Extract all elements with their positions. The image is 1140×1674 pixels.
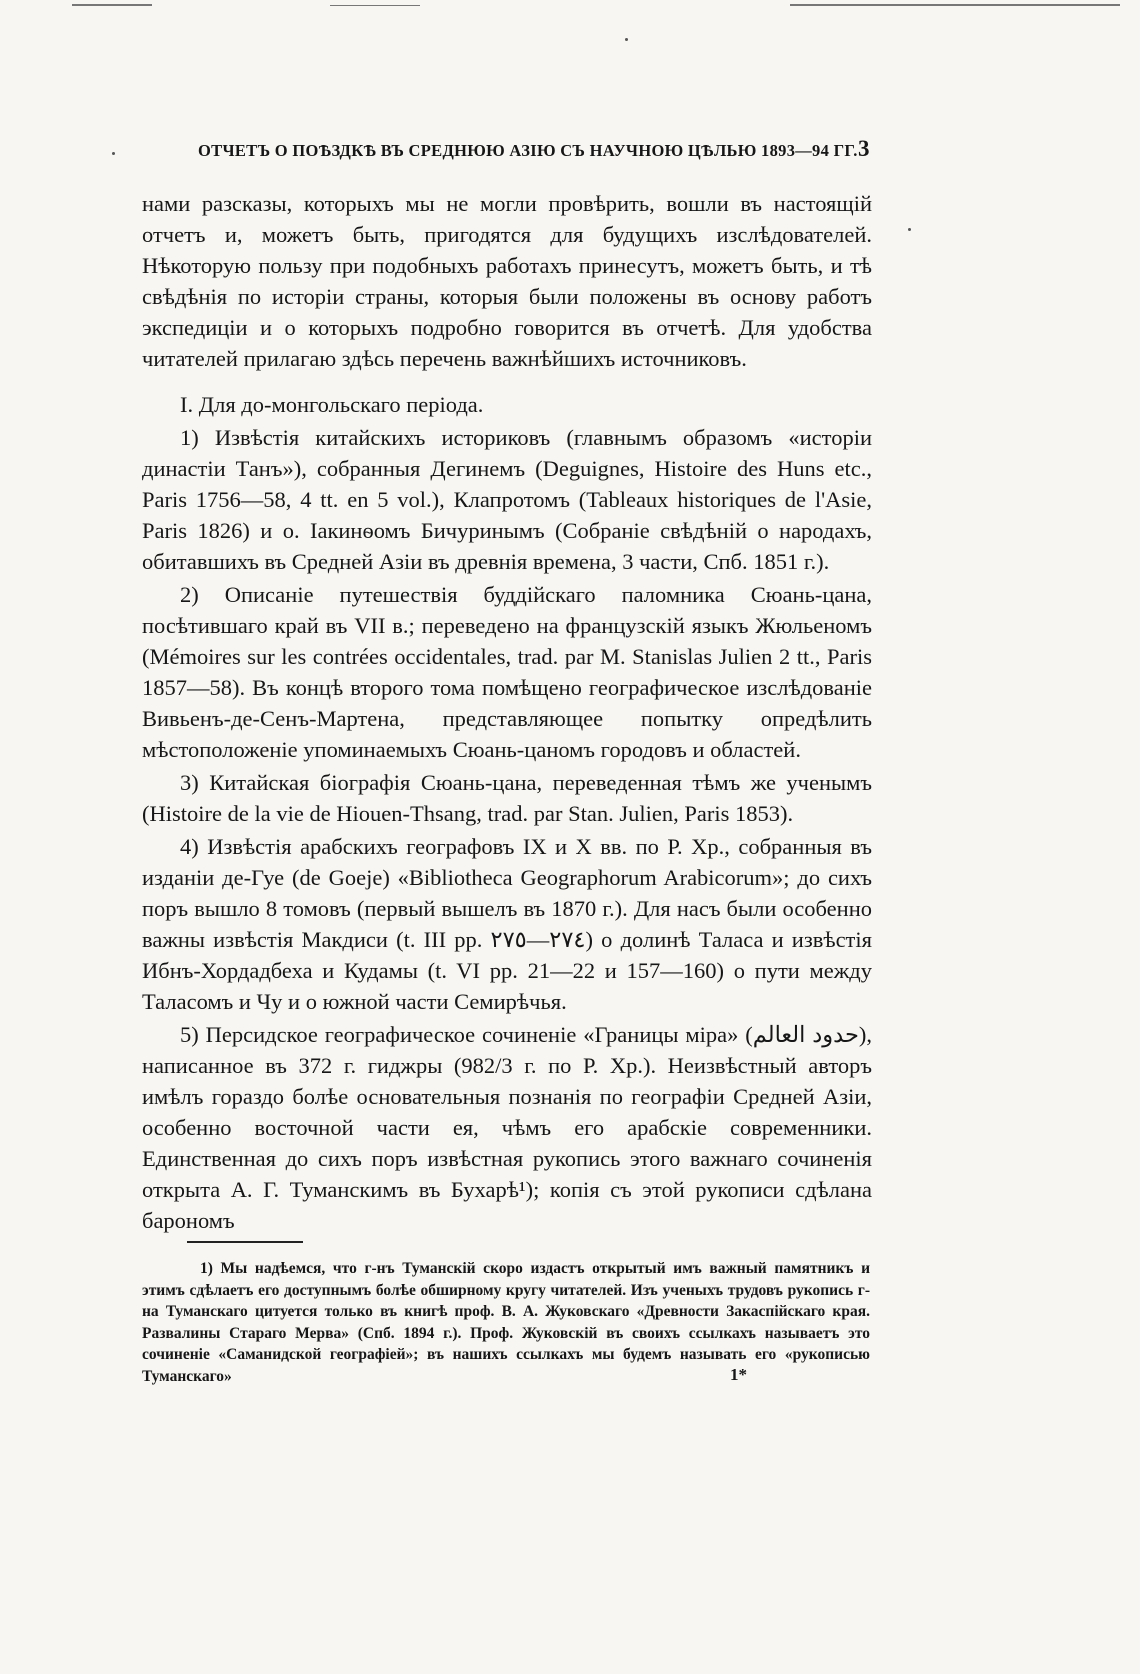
scan-speck	[908, 228, 911, 231]
section-heading: I. Для до-монгольскаго періода.	[180, 392, 484, 417]
source-item-4: 4) Извѣстія арабскихъ географовъ IX и X вв. по Р. Хр., собранныя въ изданіи де-Гуе (de Goeje) «Bibliotheca Geographorum Arabicorum»; до сихъ поръ вышло 8 томовъ (первый вышелъ въ 1870 г.). Для насъ были особенно важны извѣстія Макдиси (t. III pp. ٢٧٤—٢٧٥) о долинѣ Таласа и извѣстія Ибнъ-Хордадбеха и Кудамы (t. VI pp. 21—22 и 157—160) о пути между Таласомъ и Чу и о южной части Семирѣчья.	[142, 834, 872, 1014]
footnote-text: 1) Мы надѣемся, что г-нъ Туманскій скоро издастъ открытый имъ важный памятникъ и этимъ сдѣлаетъ его доступнымъ болѣе обширному кругу читателей. Изъ ученыхъ трудовъ рукопись г-на Туманскаго цитуется только въ книгѣ проф. В. А. Жуковскаго «Древности Закаспійскаго края. Развалины Стараго Мерва» (Спб. 1894 г.). Проф. Жуковскій въ своихъ ссылкахъ называетъ это сочиненіе «Саманидской географіей»; въ нашихъ ссылкахъ мы будемъ называть его «рукописью Туманскаго»	[142, 1260, 870, 1385]
source-item-2: 2) Описаніе путешествія буддійскаго паломника Сюань-цана, посѣтившаго край въ VII в.; переведено на французскій языкъ Жюльеномъ (Mémoires sur les contrées occidentales, trad. par M. Stanislas Julien 2 tt., Paris 1857—58). Въ концѣ второго тома помѣщено географическое изслѣдованіе Вивьенъ-де-Сенъ-Мартена, представляющее попытку опредѣлить мѣстоположеніе упоминаемыхъ Сюань-цаномъ городовъ и областей.	[142, 582, 872, 762]
page-number: 3	[858, 136, 870, 161]
scan-edge-line	[330, 5, 420, 6]
scan-edge-line	[790, 4, 1120, 6]
source-item-5: 5) Персидское географическое сочиненіе «Границы міра» (حدود العالم), написанное въ 372 г. гиджры (982/3 г. по Р. Хр.). Неизвѣстный авторъ имѣлъ гораздо болѣе основательныя познанія по географіи Средней Азіи, особенно восточной части ея, чѣмъ его арабскіе современники. Единственная до сихъ поръ извѣстная рукопись этого важнаго сочиненія открыта А. Г. Туманскимъ въ Бухарѣ¹); копія съ этой рукописи сдѣлана барономъ	[142, 1022, 872, 1233]
scan-speck	[112, 152, 115, 155]
footnote-divider	[187, 1241, 303, 1243]
source-item-1: 1) Извѣстія китайскихъ историковъ (главнымъ образомъ «исторіи династіи Танъ»), собранныя Дегинемъ (Deguignes, Histoire des Huns etc., Paris 1756—58, 4 tt. en 5 vol.), Клапротомъ (Tableaux historiques de l'Asie, Paris 1826) и о. Іакинѳомъ Бичуринымъ (Собраніе свѣдѣній о народахъ, обитавшихъ въ Средней Азіи въ древнія времена, 3 части, Спб. 1851 г.).	[142, 425, 872, 574]
scan-speck	[625, 38, 628, 41]
scan-edge-line	[72, 4, 152, 6]
source-item-3: 3) Китайская біографія Сюань-цана, переведенная тѣмъ же ученымъ (Histoire de la vie de Hiouen-Thsang, trad. par Stan. Julien, Paris 1853).	[142, 770, 872, 826]
running-title: ОТЧЕТЪ О ПОѢЗДКѢ ВЪ СРЕДНЮЮ АЗІЮ СЪ НАУЧНОЮ ЦѢЛЬЮ 1893—94 ГГ.	[198, 141, 858, 160]
body-text	[142, 188, 872, 1236]
paragraph-intro: нами разсказы, которыхъ мы не могли провѣрить, вошли въ настоящій отчетъ и, можетъ быть, пригодятся для будущихъ изслѣдователей. Нѣкоторую пользу при подобныхъ работахъ принесутъ, можетъ быть, и тѣ свѣдѣнія по исторіи страны, которыя были положены въ основу работъ экспедиціи и о которыхъ подробно говорится въ отчетѣ. Для удобства читателей прилагаю здѣсь перечень важнѣйшихъ источниковъ.	[142, 191, 872, 371]
footnote	[142, 1258, 870, 1387]
signature-mark: 1*	[730, 1365, 747, 1384]
